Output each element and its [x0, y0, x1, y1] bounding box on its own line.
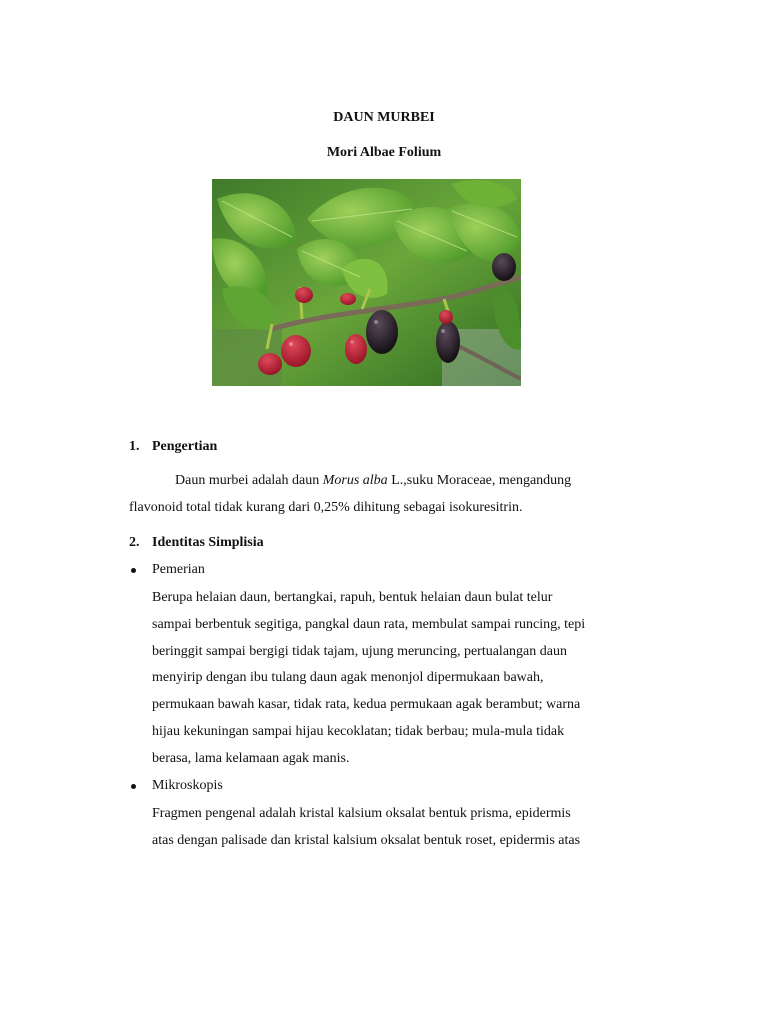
section-1-paragraph-line-2: flavonoid total tidak kurang dari 0,25% dihitung sebagai isokuresitrin.	[129, 500, 523, 515]
paragraph-text: Daun murbei adalah daun	[175, 473, 323, 488]
paragraph-text: L.,suku Moraceae, mengandung	[387, 473, 572, 488]
mulberry-photo	[212, 179, 521, 386]
pemerian-line: Berupa helaian daun, bertangkai, rapuh, bentuk helaian daun bulat telur	[152, 590, 553, 605]
document-title: DAUN MURBEI	[333, 110, 435, 125]
pemerian-line: berasa, lama kelamaan agak manis.	[152, 751, 350, 766]
bullet-icon	[131, 568, 136, 573]
pemerian-line: sampai berbentuk segitiga, pangkal daun rata, membulat sampai runcing, tepi	[152, 617, 586, 632]
pemerian-line: hijau kekuningan sampai hijau kecoklatan; tidak berbau; mula-mula tidak	[152, 724, 565, 739]
list-item-label-pemerian: Pemerian	[152, 562, 205, 577]
section-1-paragraph-line-1	[175, 473, 571, 489]
pemerian-line: beringgit sampai bergigi tidak tajam, ujung meruncing, pertualangan daun	[152, 644, 567, 659]
list-item-label-mikroskopis: Mikroskopis	[152, 778, 223, 793]
bullet-icon	[131, 784, 136, 789]
section-1-heading: Pengertian	[152, 439, 218, 454]
mikroskopis-line: Fragmen pengenal adalah kristal kalsium oksalat bentuk prisma, epidermis	[152, 806, 571, 821]
document-subtitle: Mori Albae Folium	[326, 145, 442, 160]
section-1-number: 1.	[129, 439, 140, 454]
species-name: Morus alba	[322, 473, 388, 488]
pemerian-line: permukaan bawah kasar, tidak rata, kedua permukaan agak berambut; warna	[152, 697, 581, 712]
pemerian-line: menyirip dengan ibu tulang daun agak menonjol dipermukaan bawah,	[152, 670, 544, 685]
section-2-number: 2.	[129, 535, 140, 550]
section-2-heading: Identitas Simplisia	[152, 535, 264, 550]
mikroskopis-line: atas dengan palisade dan kristal kalsium oksalat bentuk roset, epidermis atas	[152, 833, 581, 848]
